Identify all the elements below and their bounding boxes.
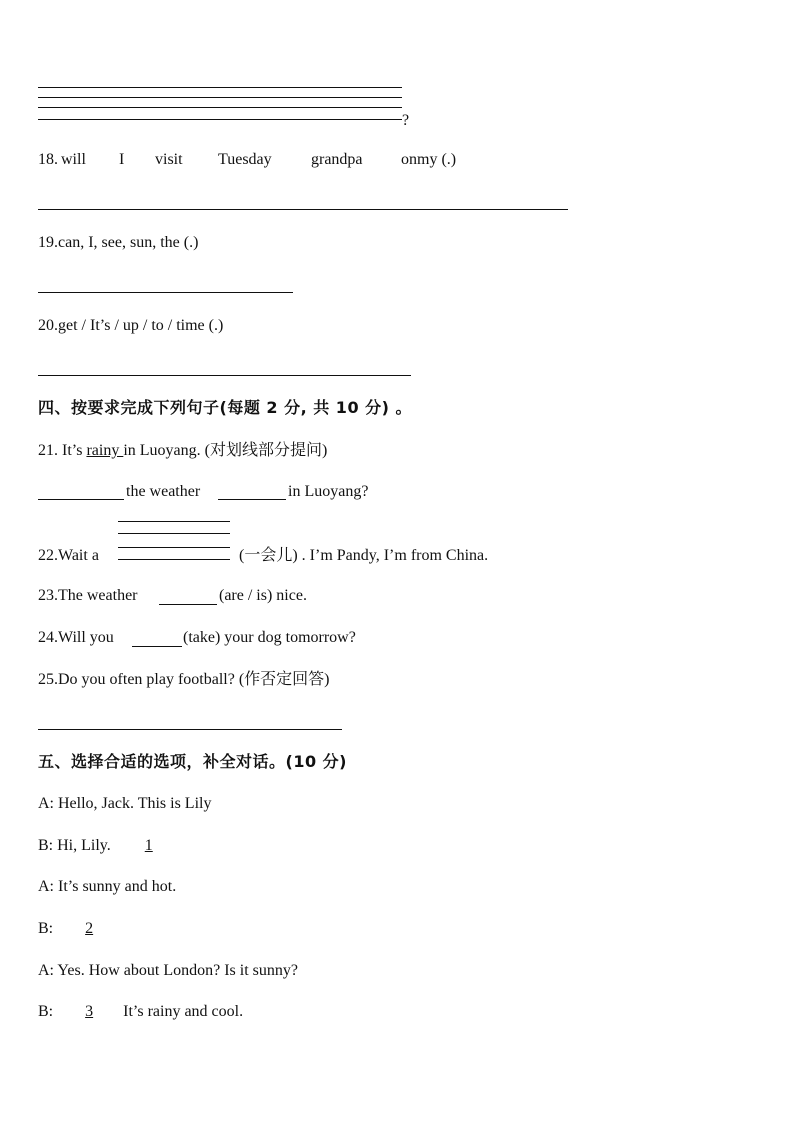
section-heading: 四、按要求完成下列句子(每题 2 分, 共 10 分) 。 (38, 398, 413, 417)
answer-line (38, 87, 402, 88)
answer-line[interactable] (38, 209, 568, 210)
dialogue-line (38, 1002, 243, 1022)
speaker-label: B: (38, 837, 54, 854)
dialogue-text: Yes. How about London? Is it sunny? (57, 962, 298, 979)
q21-prefix: 21. It’s (38, 442, 87, 459)
scrambled-word: onmy (.) (401, 151, 457, 168)
blank-line[interactable] (132, 646, 182, 647)
blank-line[interactable] (118, 521, 230, 522)
underlined-word: rainy (86, 442, 124, 459)
answer-line[interactable] (38, 292, 293, 293)
dialogue-text: It’s sunny and hot. (58, 878, 177, 895)
question-text: (are / is) nice. (219, 587, 307, 604)
q21-suffix: in Luoyang. (对划线部分提问) (123, 442, 328, 459)
answer-line[interactable] (38, 375, 411, 376)
question-text: 23.The weather (38, 587, 138, 604)
scrambled-word: grandpa (311, 151, 363, 168)
blank-line[interactable] (118, 533, 230, 534)
speaker-label: B: (38, 1003, 54, 1020)
question-hint: (一会儿) . I’m Pandy, I’m from China. (239, 547, 489, 564)
scrambled-word: Tuesday (218, 151, 272, 168)
dialogue-line (38, 919, 119, 939)
dialogue-line (38, 961, 298, 981)
blank-line[interactable] (159, 604, 217, 605)
answer-blank[interactable]: 3 (85, 1003, 94, 1020)
dialogue-line (38, 836, 179, 856)
answer-blank[interactable]: 2 (85, 920, 94, 937)
scrambled-word: visit (155, 151, 183, 168)
blank-line[interactable] (118, 547, 230, 548)
answer-line (38, 107, 402, 108)
question-text: 20.get / It’s / up / to / time (.) (38, 317, 224, 334)
dialogue-line (38, 877, 176, 897)
speaker-label: B: (38, 920, 54, 937)
answer-line (38, 97, 402, 98)
q17-question-mark: ? (402, 112, 410, 129)
speaker-label: A: (38, 878, 54, 895)
question-text (38, 441, 327, 461)
answer-line[interactable] (38, 729, 342, 730)
answer-blank[interactable]: 1 (144, 837, 153, 854)
blank-line[interactable] (218, 499, 286, 500)
question-text: 22.Wait a (38, 547, 99, 564)
speaker-label: A: (38, 795, 54, 812)
scrambled-word: I (119, 151, 125, 168)
question-text: 25.Do you often play football? (作否定回答) (38, 671, 330, 688)
dialogue-text: It’s rainy and cool. (123, 1003, 244, 1020)
dialogue-text: Hi, Lily. (57, 837, 111, 854)
question-text: 24.Will you (38, 629, 114, 646)
question-text: (take) your dog tomorrow? (183, 629, 356, 646)
speaker-label: A: (38, 962, 54, 979)
answer-text: in Luoyang? (288, 483, 369, 500)
section-heading: 五、选择合适的选项，补全对话。(10 分) (38, 752, 347, 771)
blank-line[interactable] (38, 499, 124, 500)
blank-line[interactable] (118, 559, 230, 560)
dialogue-line (38, 794, 211, 814)
question-number: 18. (38, 151, 58, 168)
question-text: 19.can, I, see, sun, the (.) (38, 234, 199, 251)
answer-text: the weather (126, 483, 201, 500)
answer-line (38, 119, 402, 120)
dialogue-text: Hello, Jack. This is Lily (58, 795, 212, 812)
scrambled-word: will (61, 151, 86, 168)
